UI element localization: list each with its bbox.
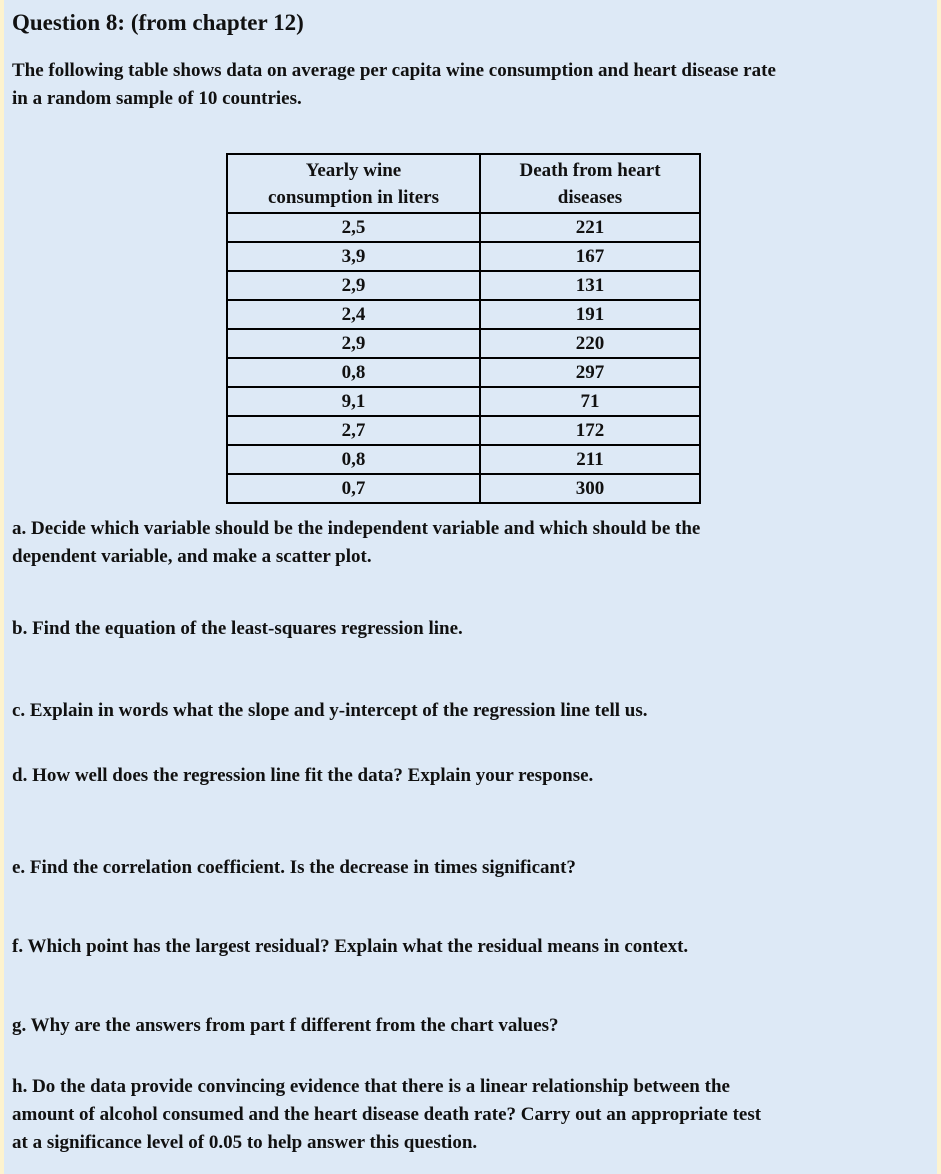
cell-deaths: 167 [480,242,700,271]
question-line: amount of alcohol consumed and the heart disease death rate? Carry out an appropriate test [12,1104,762,1125]
question-f [12,933,688,961]
cell-deaths: 172 [480,416,700,445]
intro-paragraph [12,57,776,113]
cell-deaths: 220 [480,329,700,358]
question-line: c. Explain in words what the slope and y-intercept of the regression line tell us. [12,700,648,721]
table-row [227,213,700,242]
header-wine-consumption [227,154,480,213]
header-line: consumption in liters [267,186,440,208]
table-row [227,242,700,271]
table-row [227,387,700,416]
table-header-row [227,154,700,213]
document-panel [4,0,937,1174]
cell-deaths: 211 [480,445,700,474]
cell-wine: 2,7 [227,416,480,445]
cell-deaths: 191 [480,300,700,329]
cell-deaths: 221 [480,213,700,242]
intro-line: The following table shows data on average per capita wine consumption and heart disease rate [12,60,776,81]
question-line: f. Which point has the largest residual? Explain what the residual means in context. [12,936,689,957]
question-line: h. Do the data provide convincing evidence that there is a linear relationship between the [12,1076,730,1097]
cell-wine: 9,1 [227,387,480,416]
question-line: a. Decide which variable should be the independent variable and which should be the [12,518,701,539]
table-row [227,358,700,387]
intro-line: in a random sample of 10 countries. [12,88,302,109]
cell-wine: 2,5 [227,213,480,242]
question-d [12,762,593,790]
cell-deaths: 131 [480,271,700,300]
question-line: d. How well does the regression line fit the data? Explain your response. [12,765,594,786]
cell-deaths: 300 [480,474,700,503]
question-h [12,1073,761,1157]
header-line: Yearly wine [305,159,402,181]
cell-wine: 0,8 [227,358,480,387]
header-line: diseases [557,186,623,208]
table-row [227,474,700,503]
table-row [227,329,700,358]
question-line: g. Why are the answers from part f different from the chart values? [12,1015,559,1036]
question-line: dependent variable, and make a scatter plot. [12,546,372,567]
cell-deaths: 71 [480,387,700,416]
cell-wine: 2,9 [227,271,480,300]
header-line: Death from heart [519,159,661,181]
question-line: at a significance level of 0.05 to help answer this question. [12,1132,478,1153]
table-row [227,445,700,474]
data-table [226,153,701,504]
cell-wine: 2,4 [227,300,480,329]
cell-wine: 0,7 [227,474,480,503]
cell-deaths: 297 [480,358,700,387]
question-b [12,615,463,643]
cell-wine: 0,8 [227,445,480,474]
header-heart-deaths [480,154,700,213]
question-g [12,1012,559,1040]
table-row [227,271,700,300]
question-c [12,697,647,725]
table-row [227,300,700,329]
cell-wine: 3,9 [227,242,480,271]
question-line: e. Find the correlation coefficient. Is the decrease in times significant? [12,857,576,878]
question-line: b. Find the equation of the least-squares regression line. [12,618,463,639]
question-a [12,515,700,571]
cell-wine: 2,9 [227,329,480,358]
question-e [12,854,576,882]
table-row [227,416,700,445]
question-title: Question 8: (from chapter 12) [12,10,304,35]
